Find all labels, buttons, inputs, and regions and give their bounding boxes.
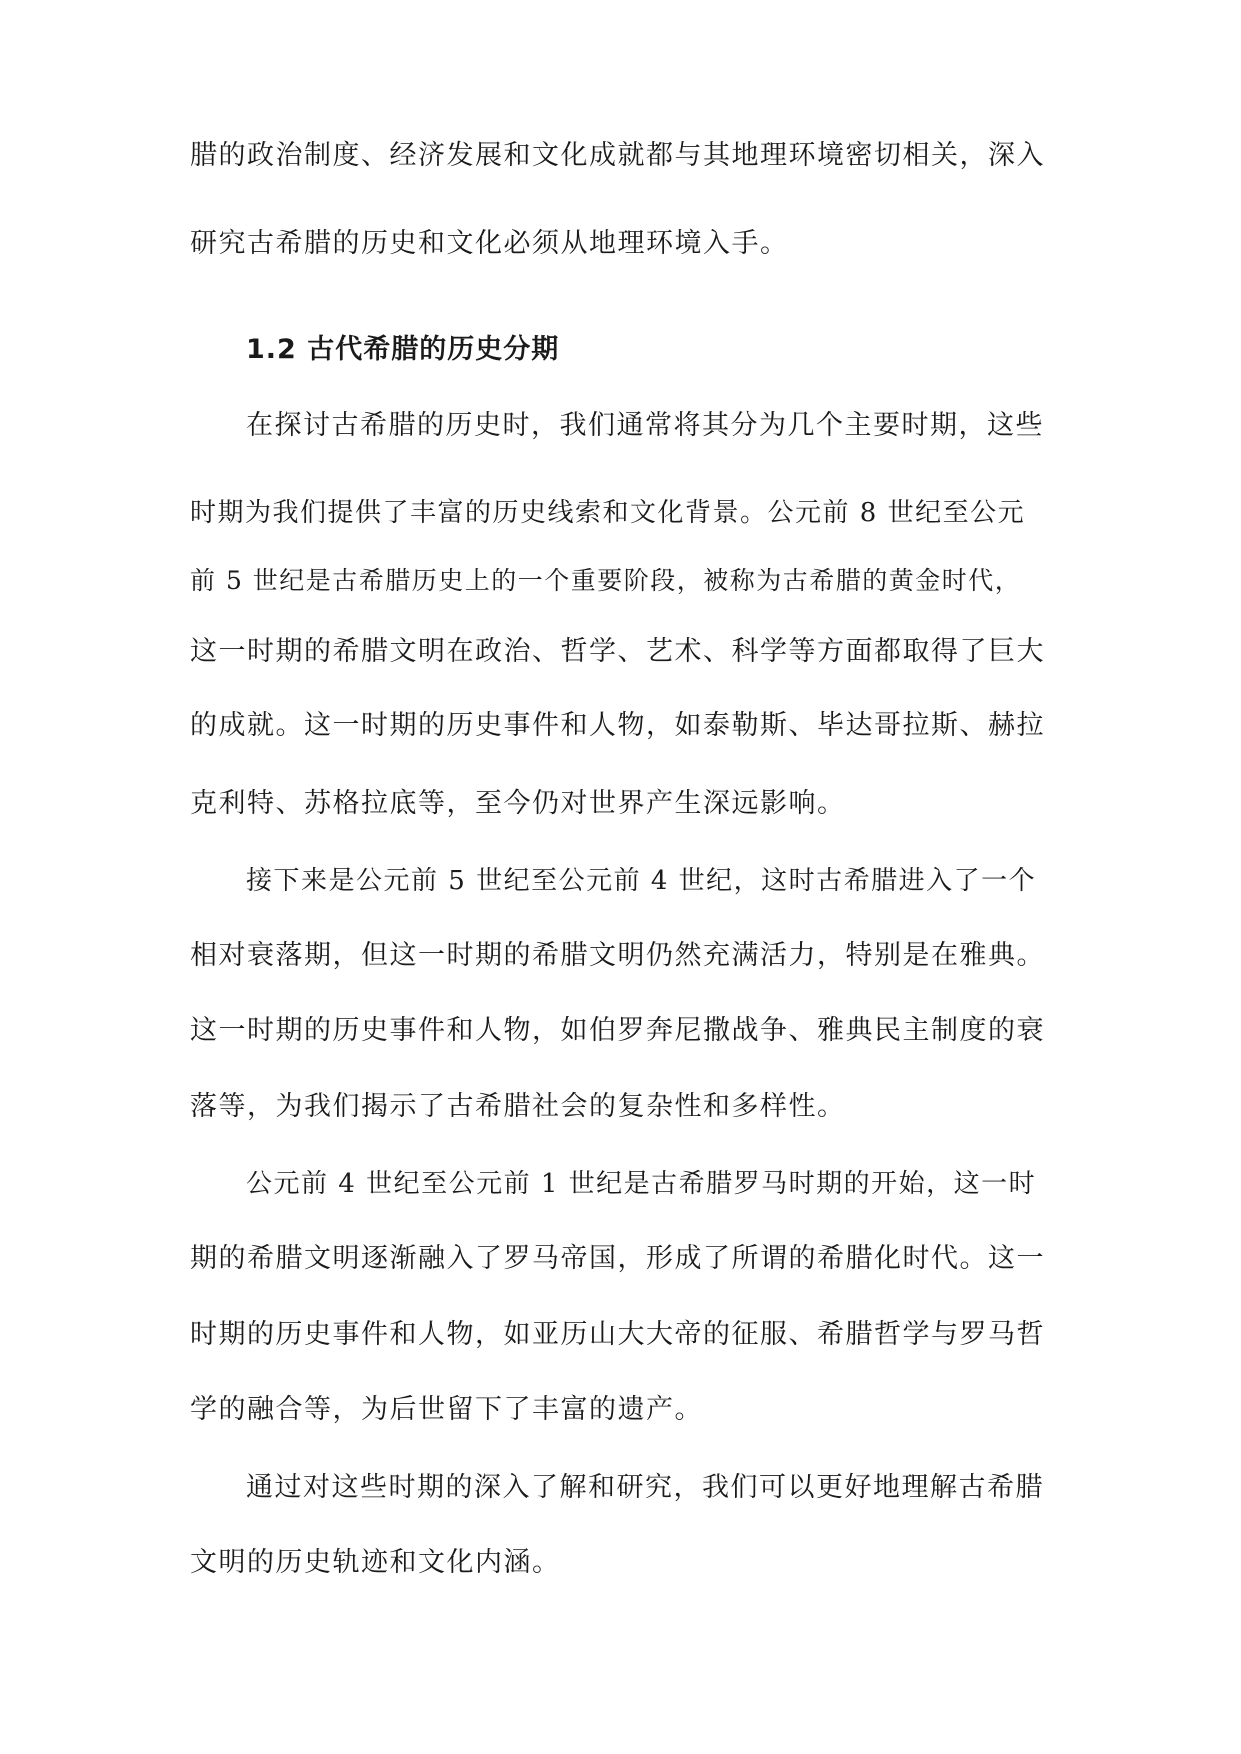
paragraph-line: 这一时期的历史事件和人物，如伯罗奔尼撒战争、雅典民主制度的衰 [190,1015,1045,1046]
paragraph-line: 在探讨古希腊的历史时，我们通常将其分为几个主要时期，这些 [246,410,1044,441]
paragraph-line: 相对衰落期，但这一时期的希腊文明仍然充满活力，特别是在雅典。 [190,940,1045,971]
paragraph-line: 研究古希腊的历史和文化必须从地理环境入手。 [190,228,789,259]
paragraph-line: 克利特、苏格拉底等，至今仍对世界产生深远影响。 [190,788,846,819]
paragraph-line: 接下来是公元前 5 世纪至公元前 4 世纪，这时古希腊进入了一个 [246,866,1037,896]
paragraph-line: 通过对这些时期的深入了解和研究，我们可以更好地理解古希腊 [246,1472,1044,1503]
paragraph-line: 公元前 4 世纪至公元前 1 世纪是古希腊罗马时期的开始，这一时 [246,1169,1037,1199]
paragraph-line: 这一时期的希腊文明在政治、哲学、艺术、科学等方面都取得了巨大 [190,636,1045,667]
paragraph-line: 期的希腊文明逐渐融入了罗马帝国，形成了所谓的希腊化时代。这一 [190,1243,1045,1274]
paragraph-line: 落等，为我们揭示了古希腊社会的复杂性和多样性。 [190,1091,846,1122]
paragraph-line: 的成就。这一时期的历史事件和人物，如泰勒斯、毕达哥拉斯、赫拉 [190,710,1045,741]
section-heading: 1.2 古代希腊的历史分期 [246,334,560,365]
paragraph-line: 腊的政治制度、经济发展和文化成就都与其地理环境密切相关，深入 [190,140,1045,171]
paragraph-line: 文明的历史轨迹和文化内涵。 [190,1547,561,1578]
paragraph-line: 前 5 世纪是古希腊历史上的一个重要阶段，被称为古希腊的黄金时代， [190,566,1022,595]
paragraph-line: 时期为我们提供了丰富的历史线索和文化背景。公元前 8 世纪至公元 [190,498,1026,528]
paragraph-line: 学的融合等，为后世留下了丰富的遗产。 [190,1394,703,1425]
paragraph-line: 时期的历史事件和人物，如亚历山大大帝的征服、希腊哲学与罗马哲 [190,1319,1045,1350]
